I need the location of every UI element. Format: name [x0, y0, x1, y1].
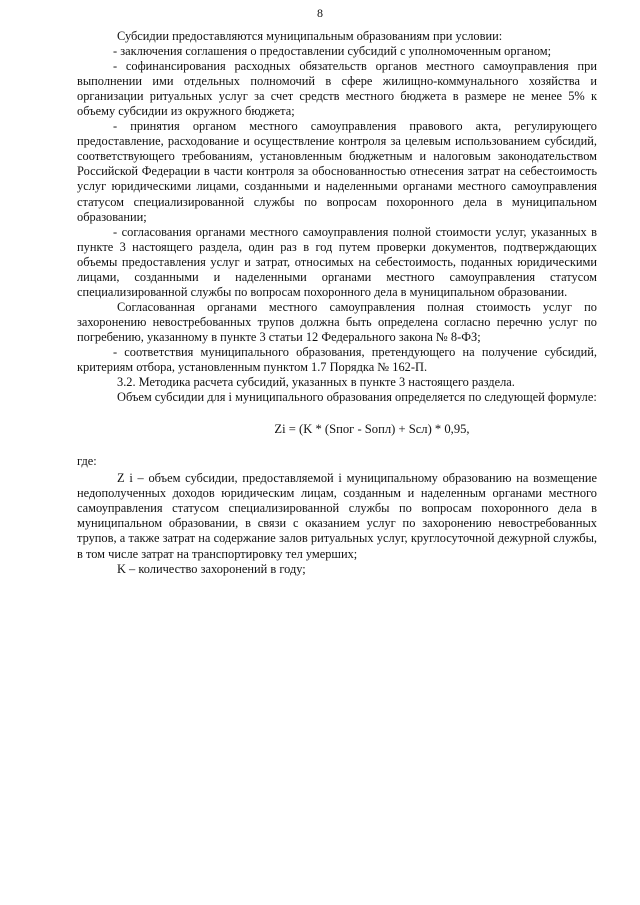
paragraph-conditions-intro: Субсидии предоставляются муниципальным образованиям при условии: — [117, 29, 503, 43]
paragraph-k-definition: K – количество захоронений в году; — [117, 561, 306, 576]
paragraph-methodology-heading: 3.2. Методика расчета субсидий, указанных в пункте 3 настоящего раздела. — [117, 375, 515, 390]
page-number: 8 — [317, 6, 323, 20]
paragraph-agreement-condition: - заключения соглашения о предоставлении субсидий с уполномоченным органом; — [113, 44, 552, 59]
paragraph-criteria-condition: - соответствия муниципального образования, претендующего на получение субсидий, критериям отбора, установленным пунктом 1.7 Порядка № 162-П. — [77, 344, 597, 375]
subsidy-formula: Zi = (K * (Sпог - Sопл) + Sсл) * 0,95, — [274, 422, 470, 437]
paragraph-where: где: — [77, 454, 97, 469]
paragraph-approved-cost: Согласованная органами местного самоуправления полная стоимость услуг по захоронению невостребованных трупов должна быть определена согласно перечню услуг по погребению, указанному в пункте 3 статьи 12 Федерального закона № 8-ФЗ; — [77, 299, 597, 344]
paragraph-cofinancing-condition: - софинансирования расходных обязательств органов местного самоуправления при выполнении ими отдельных полномочий в сфере жилищно-коммунального хозяйства и организации ритуальных услуг за счет средств местного бюджета в размере не менее 5% к объему субсидии из окружного бюджета; — [77, 59, 597, 119]
paragraph-legal-act-condition: - принятия органом местного самоуправления правового акта, регулирующего предоставление, расходование и осуществление контроля за целевым использованием субсидий, соответствующего требованиям, установленным бюджетным и налоговым законодательством Российской Федерации в части контроля за обоснованностью отнесения затрат на себестоимость услуг юридическими лицами, созданными и наделенными органами местного самоуправления статусом специализированной службы по вопросам похоронного дела в муниципальном образовании; — [77, 119, 597, 224]
paragraph-formula-intro: Объем субсидии для i муниципального образования определяется по следующей формуле: — [117, 390, 597, 405]
document-body — [77, 29, 597, 577]
paragraph-zi-definition: Z i – объем субсидии, предоставляемой i муниципальному образованию на возмещение недополученных доходов юридическим лицам, созданным и наделенным органами местного самоуправления статусом специализированной службы по вопросам похоронного дела в муниципальном образовании, в связи с оказанием услуг по захоронению невостребованных трупов, а также затрат на содержание залов ритуальных услуг, круглосуточной дежурной службы, в том числе затрат на транспортировку тел умерших; — [77, 471, 597, 561]
paragraph-cost-approval-condition: - согласования органами местного самоуправления полной стоимости услуг, указанных в пункте 3 настоящего раздела, один раз в год путем проверки документов, подтверждающих объемы предоставления услуг и затрат, относимых на себестоимость, поданных юридическими лицами, созданными и наделенными органами местного самоуправления статусом специализированной службы по вопросам похоронного дела в муниципальном образовании. — [77, 224, 597, 299]
